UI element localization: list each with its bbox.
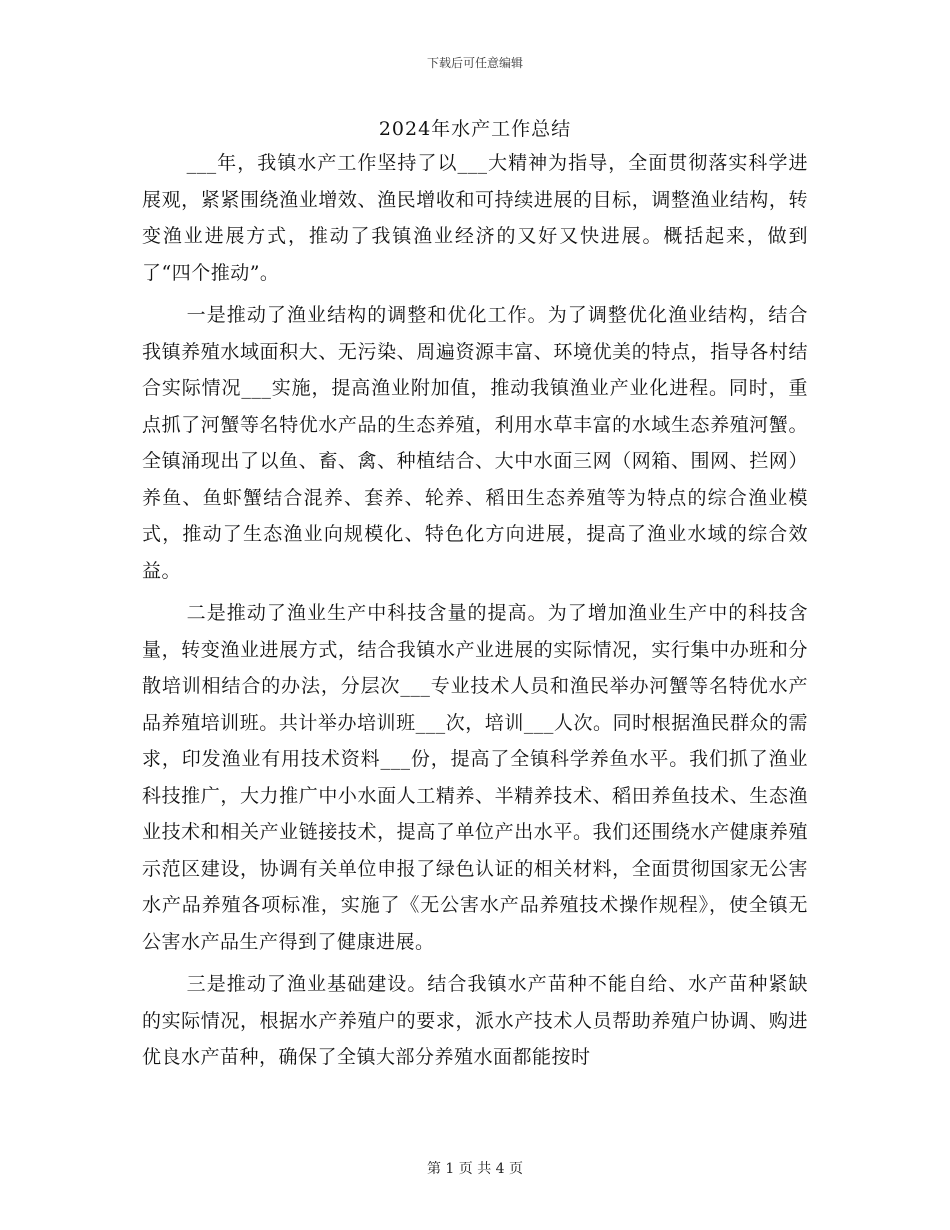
document-body [142,145,808,1080]
header-note: 下载后可任意编辑 [426,56,523,70]
document-title: 2024年水产工作总结 [378,118,572,140]
paragraph-structure: 一是推动了渔业结构的调整和优化工作。为了调整优化渔业结构，结合我镇养殖水域面积大、无污染、周遍资源丰富、环境优美的特点，指导各村结合实际情况___实施，提高渔业附加值，推动我镇渔业产业化进程。同时，重点抓了河蟹等名特优水产品的生态养殖，利用水草丰富的水域生态养殖河蟹。全镇涌现出了以鱼、畜、禽、种植结合、大中水面三网（网箱、围网、拦网）养鱼、鱼虾蟹结合混养、套养、轮养、稻田生态养殖等为特点的综合渔业模式，推动了生态渔业向规模化、特色化方向进展，提高了渔业水域的综合效益。 [142,304,808,582]
paragraph-infrastructure: 三是推动了渔业基础建设。结合我镇水产苗种不能自给、水产苗种紧缺的实际情况，根据水产养殖户的要求，派水产技术人员帮助养殖户协调、购进优良水产苗种，确保了全镇大部分养殖水面都能按时 [142,973,808,1068]
paragraph-technology: 二是推动了渔业生产中科技含量的提高。为了增加渔业生产中的科技含量，转变渔业进展方式，结合我镇水产业进展的实际情况，实行集中办班和分散培训相结合的办法，分层次___专业技术人员和渔民举办河蟹等名特优水产品养殖培训班。共计举办培训班___次，培训___人次。同时根据渔民群众的需求，印发渔业有用技术资料___份，提高了全镇科学养鱼水平。我们抓了渔业科技推广，大力推广中小水面人工精养、半精养技术、稻田养鱼技术、生态渔业技术和相关产业链接技术，提高了单位产出水平。我们还围绕水产健康养殖示范区建设，协调有关单位申报了绿色认证的相关材料，全面贯彻国家无公害水产品养殖各项标准，实施了《无公害水产品养殖技术操作规程》，使全镇无公害水产品生产得到了健康进展。 [142,602,808,953]
paragraph-intro: ___年，我镇水产工作坚持了以___大精神为指导，全面贯彻落实科学进展观，紧紧围绕渔业增效、渔民增收和可持续进展的目标，调整渔业结构，转变渔业进展方式，推动了我镇渔业经济的又好又快进展。概括起来，做到了“四个推动”。 [142,152,808,284]
page-number: 第 1 页 共 4 页 [426,1161,524,1177]
